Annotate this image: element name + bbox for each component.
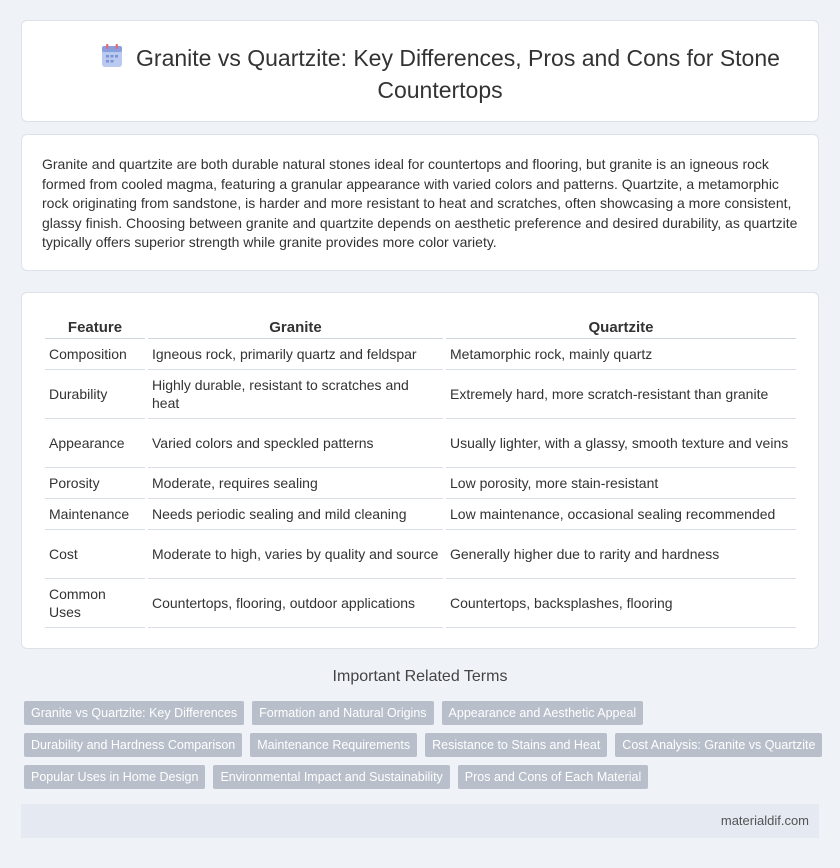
tag-row — [24, 701, 814, 725]
header-feature: Feature — [45, 314, 145, 339]
feature-cell: Cost — [45, 530, 145, 579]
related-terms-list — [24, 701, 814, 797]
granite-cell: Countertops, flooring, outdoor applications — [148, 579, 443, 628]
header-granite: Granite — [148, 314, 443, 339]
comparison-table — [42, 314, 799, 628]
quartzite-cell: Metamorphic rock, mainly quartz — [446, 339, 796, 370]
feature-cell: Composition — [45, 339, 145, 370]
granite-cell: Needs periodic sealing and mild cleaning — [148, 499, 443, 530]
feature-cell: Durability — [45, 370, 145, 419]
table-row — [45, 530, 796, 579]
table-row — [45, 579, 796, 628]
related-term-tag[interactable]: Cost Analysis: Granite vs Quartzite — [615, 733, 822, 757]
intro-paragraph: Granite and quartzite are both durable natural stones ideal for countertops and flooring, but granite is an igneous rock formed from cooled magma, featuring a granular appearance with varied colors and patterns. Quartzite, a metamorphic rock originating from sandstone, is harder and more resistant to heat and scratches, often showcasing a more consistent, glassy finish. Choosing between granite and quartzite depends on aesthetic preference and desired durability, as quartzite typically offers superior strength while granite provides more color variety. — [42, 156, 798, 250]
quartzite-cell: Usually lighter, with a glassy, smooth texture and veins — [446, 419, 796, 468]
feature-cell: Common Uses — [45, 579, 145, 628]
granite-cell: Varied colors and speckled patterns — [148, 419, 443, 468]
quartzite-cell: Generally higher due to rarity and hardness — [446, 530, 796, 579]
related-term-tag[interactable]: Environmental Impact and Sustainability — [213, 765, 449, 789]
table-header-row — [45, 314, 796, 339]
tag-row — [24, 765, 814, 789]
quartzite-cell: Low porosity, more stain-resistant — [446, 468, 796, 499]
table-row — [45, 339, 796, 370]
intro-card — [21, 134, 819, 271]
related-term-tag[interactable]: Durability and Hardness Comparison — [24, 733, 242, 757]
related-term-tag[interactable]: Resistance to Stains and Heat — [425, 733, 607, 757]
related-term-tag[interactable]: Popular Uses in Home Design — [24, 765, 205, 789]
related-term-tag[interactable]: Granite vs Quartzite: Key Differences — [24, 701, 244, 725]
tag-row — [24, 733, 814, 757]
related-term-tag[interactable]: Pros and Cons of Each Material — [458, 765, 648, 789]
feature-cell: Appearance — [45, 419, 145, 468]
quartzite-cell: Extremely hard, more scratch-resistant than granite — [446, 370, 796, 419]
related-term-tag[interactable]: Formation and Natural Origins — [252, 701, 433, 725]
table-row — [45, 370, 796, 419]
page-title-wrap — [82, 43, 798, 105]
related-terms-heading: Important Related Terms — [332, 668, 508, 685]
feature-cell: Porosity — [45, 468, 145, 499]
title-card — [21, 20, 819, 122]
granite-cell: Moderate to high, varies by quality and source — [148, 530, 443, 579]
feature-cell: Maintenance — [45, 499, 145, 530]
quartzite-cell: Countertops, backsplashes, flooring — [446, 579, 796, 628]
related-term-tag[interactable]: Appearance and Aesthetic Appeal — [442, 701, 644, 725]
granite-cell: Moderate, requires sealing — [148, 468, 443, 499]
table-row — [45, 499, 796, 530]
header-quartzite: Quartzite — [446, 314, 796, 339]
granite-cell: Igneous rock, primarily quartz and feldspar — [148, 339, 443, 370]
quartzite-cell: Low maintenance, occasional sealing recommended — [446, 499, 796, 530]
related-term-tag[interactable]: Maintenance Requirements — [250, 733, 417, 757]
table-row — [45, 419, 796, 468]
footer — [21, 804, 819, 838]
footer-site-link[interactable]: materialdif.com — [720, 813, 809, 828]
granite-cell: Highly durable, resistant to scratches and heat — [148, 370, 443, 419]
document-icon — [100, 43, 124, 76]
comparison-table-card — [21, 292, 819, 649]
page-title: Granite vs Quartzite: Key Differences, Pros and Cons for Stone Countertops — [136, 45, 780, 103]
table-row — [45, 468, 796, 499]
